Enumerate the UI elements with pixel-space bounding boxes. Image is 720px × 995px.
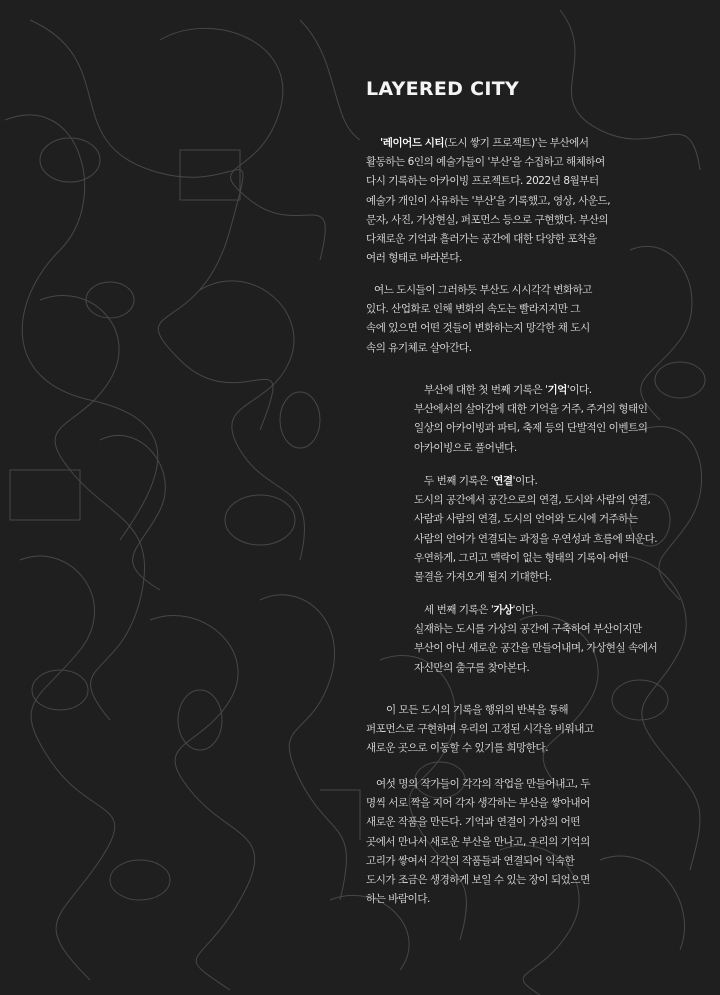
record-line: 일상의 아카이빙과 파티, 축제 등의 단발적인 이벤트의 — [414, 422, 648, 435]
record-heading-pre: 세 번째 기록은 ' — [424, 604, 494, 616]
record-line: 실재하는 도시를 가상의 공간에 구축하여 부산이지만 — [414, 623, 642, 636]
paragraph-line: 속의 유기체로 살아간다. — [366, 341, 472, 354]
paragraph-line: 퍼포먼스로 구현하며 우리의 고정된 시각을 비워내고 — [366, 723, 594, 736]
paragraph-line: 도시가 조금은 생경하게 보일 수 있는 장이 되었으면 — [366, 874, 590, 887]
paragraph-line: 있다. 산업화로 인해 변화의 속도는 빨라지지만 그 — [366, 303, 581, 316]
record-keyword: 가상 — [493, 604, 513, 616]
paragraph-line: 곳에서 만나서 새로운 부산을 만나고, 우리의 기억의 — [366, 835, 590, 848]
record-keyword: 기억 — [547, 384, 567, 396]
record-heading-pre: 두 번째 기록은 ' — [424, 475, 494, 487]
record-virtual — [414, 601, 676, 678]
record-heading-post: '이다. — [566, 384, 592, 396]
record-line: 사람의 언어가 연결되는 과정을 우연성과 흐름에 띄운다. — [414, 532, 658, 545]
intro-line: 여러 형태로 바라본다. — [366, 252, 462, 265]
paragraph-artists — [366, 775, 614, 909]
intro-line: 예술가 개인이 사유하는 '부산'을 기록했고, 영상, 사운드, — [366, 194, 611, 207]
record-line: 물결을 가져오게 될지 기대한다. — [414, 571, 552, 584]
paragraph-line: 고리가 쌓여서 각각의 작품들과 연결되어 익숙한 — [366, 854, 575, 867]
record-line: 사람과 사람의 연결, 도시의 언어와 도시에 거주하는 — [414, 513, 638, 526]
paragraph-line: 여섯 명의 작가들이 각각의 작업을 만들어내고, 두 — [376, 778, 591, 790]
record-line: 아카이빙으로 풀어낸다. — [414, 441, 517, 454]
record-keyword: 연결 — [493, 475, 513, 487]
intro-line: (도시 쌓기 프로젝트)'는 부산에서 — [444, 137, 589, 149]
page-title: LAYERED CITY — [366, 78, 520, 100]
intro-line: 다채로운 기억과 흘러가는 공간에 대한 다양한 포착을 — [366, 233, 597, 246]
record-line: 부산에서의 살아감에 대한 기억을 거주, 주거의 형태인 — [414, 403, 648, 416]
paragraph-line: 명씩 서로 짝을 지어 각자 생각하는 부산을 쌓아내어 — [366, 797, 590, 810]
paragraph-line: 이 모든 도시의 기록을 행위의 반복을 통해 — [386, 704, 569, 716]
record-line: 우연하게, 그리고 맥락이 없는 형태의 기록이 어떤 — [414, 551, 629, 564]
paragraph-line: 하는 바람이다. — [366, 893, 430, 906]
record-line: 부산이 아닌 새로운 공간을 만들어내며, 가상현실 속에서 — [414, 642, 658, 655]
paragraph-change — [366, 281, 614, 358]
intro-paragraph — [366, 134, 614, 268]
record-line: 자신만의 출구를 찾아본다. — [414, 661, 530, 674]
intro-line: 문자, 사진, 가상현실, 퍼포먼스 등으로 구현했다. 부산의 — [366, 213, 609, 226]
intro-lead: '레이어드 시티 — [380, 137, 445, 149]
paragraph-line: 새로운 작품을 만든다. 기억과 연결이 가상의 어떤 — [366, 816, 581, 829]
intro-line: 다시 기록하는 아카이빙 프로젝트다. 2022년 8월부터 — [366, 175, 599, 188]
paragraph-line: 여느 도시들이 그러하듯 부산도 시시각각 변화하고 — [374, 284, 592, 296]
record-heading-post: '이다. — [512, 604, 538, 616]
record-heading-post: '이다. — [512, 475, 538, 487]
paragraph-line: 속에 있으면 어떤 것들이 변화하는지 망각한 채 도시 — [366, 322, 590, 335]
intro-line: 활동하는 6인의 예술가들이 '부산'을 수집하고 해체하여 — [366, 156, 605, 169]
record-memory — [414, 381, 676, 458]
paragraph-line: 새로운 곳으로 이동할 수 있기를 희망한다. — [366, 742, 549, 755]
record-connection — [414, 472, 676, 587]
paragraph-performance — [366, 701, 614, 759]
record-heading-pre: 부산에 대한 첫 번째 기록은 ' — [424, 384, 548, 396]
record-line: 도시의 공간에서 공간으로의 연결, 도시와 사람의 연결, — [414, 494, 651, 507]
